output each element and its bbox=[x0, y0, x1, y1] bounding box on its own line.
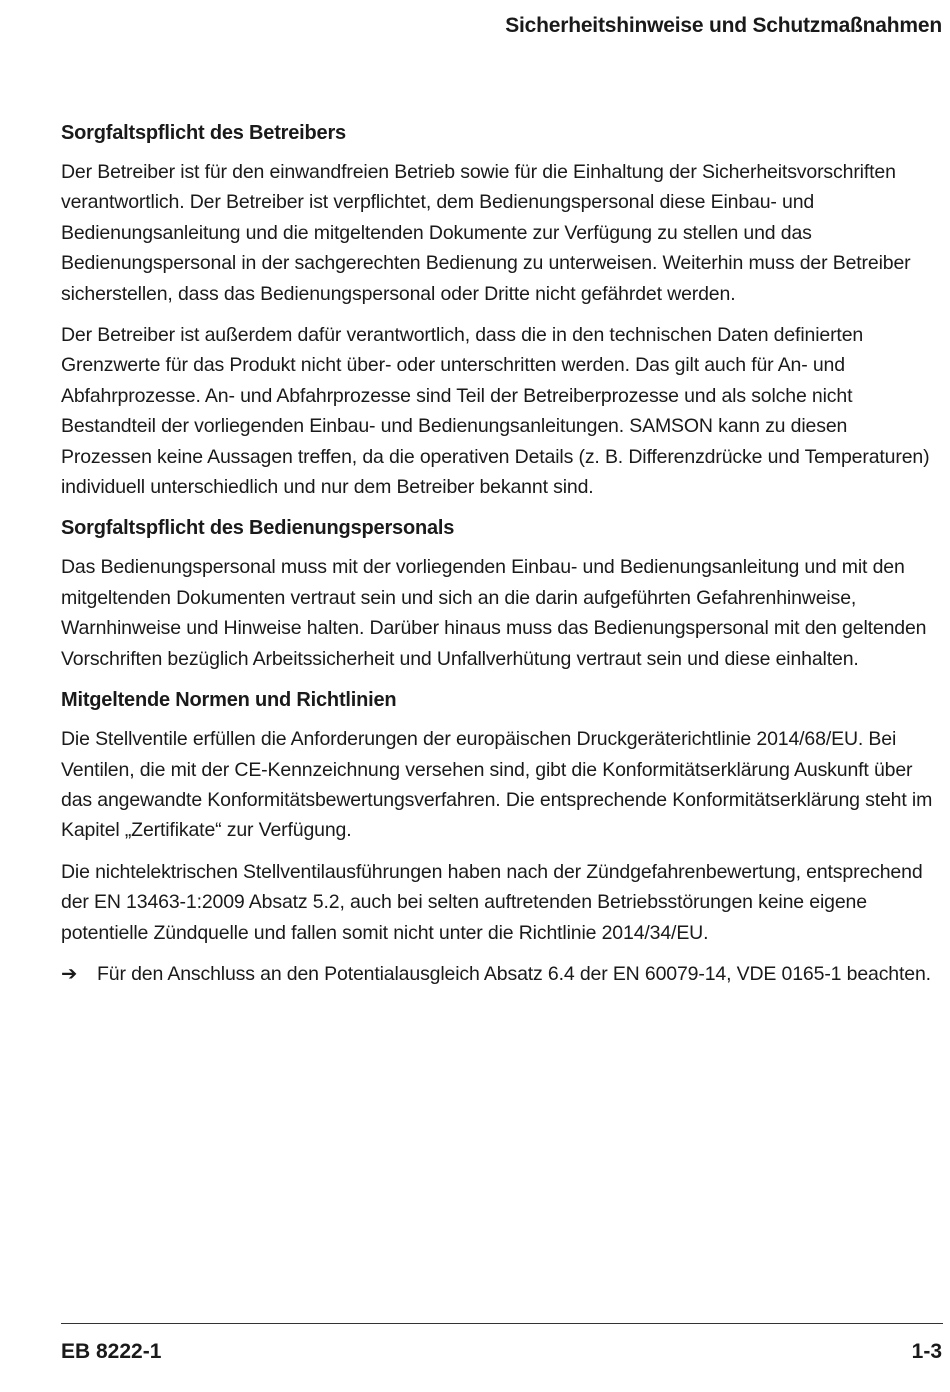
section-heading: Sorgfaltspflicht des Bedienungspersonals bbox=[61, 517, 455, 540]
footer-divider bbox=[61, 1323, 943, 1324]
section-heading: Mitgeltende Normen und Richtlinien bbox=[61, 689, 397, 712]
document-id: EB 8222-1 bbox=[61, 1340, 162, 1363]
arrow-right-icon: ➔ bbox=[61, 962, 78, 985]
paragraph: Die Stellventile erfüllen die Anforderungen der europäischen Druckgeräterichtlinie 2014/68/EU. Bei Ventilen, die mit der CE-Kennzeichnung versehen sind, gibt die Konformitätserklärung Auskunft über das angewandte Konformitätsbewertungsverfahren. Die entsprechende Konformitätserklärung steht im Kapitel „Zertifikate“ zur Verfügung. bbox=[61, 728, 933, 842]
paragraph: Der Betreiber ist für den einwandfreien Betrieb sowie für die Einhaltung der Sicherheitsvorschriften verantwortlich. Der Betreiber ist verpflichtet, dem Bedienungspersonal diese Einbau- und Bedienungsanleitung und die mitgeltenden Dokumente zur Verfügung zu stellen und das Bedienungspersonal in der sachgerechten Bedienung zu unterweisen. Weiterhin muss der Betreiber sicherstellen, dass das Bedienungspersonal oder Dritte nicht gefährdet werden. bbox=[61, 161, 911, 305]
section-standards bbox=[61, 685, 943, 989]
running-head: Sicherheitshinweise und Schutzmaßnahmen bbox=[505, 14, 942, 37]
section-personnel-duty bbox=[61, 513, 943, 674]
paragraph: Die nichtelektrischen Stellventilausführungen haben nach der Zündgefahrenbewertung, entsprechend der EN 13463-1:2009 Absatz 5.2, auch bei selten auftretenden Betriebsstörungen keine eigene potentielle Zündquelle und fallen somit nicht unter die Richtlinie 2014/34/EU. bbox=[61, 860, 923, 944]
page-number: 1-3 bbox=[911, 1340, 942, 1363]
page-body bbox=[61, 118, 943, 989]
section-heading: Sorgfaltspflicht des Betreibers bbox=[61, 122, 346, 144]
note-text: Für den Anschluss an den Potentialausgleich Absatz 6.4 der EN 60079-14, VDE 0165-1 beachten. bbox=[97, 962, 931, 985]
paragraph: Das Bedienungspersonal muss mit der vorliegenden Einbau- und Bedienungsanleitung und mit den mitgeltenden Dokumenten vertraut sein und sich an die darin aufgeführten Gefahrenhinweise, Warnhinweise und Hinweise halten. Darüber hinaus muss das Bedienungspersonal mit den geltenden Vorschriften bezüglich Arbeitssicherheit und Unfallverhütung vertraut sein und diese einhalten. bbox=[61, 556, 927, 670]
section-operator-duty bbox=[61, 118, 943, 502]
paragraph: Der Betreiber ist außerdem dafür verantwortlich, dass die in den technischen Daten definierten Grenzwerte für das Produkt nicht über- oder unterschritten werden. Das gilt auch für An- und Abfahrprozesse. An- und Abfahrprozesse sind Teil der Betreiberprozesse und als solche nicht Bestandteil der vorliegenden Einbau- und Bedienungsanleitungen. SAMSON kann zu diesen Prozessen keine Aussagen treffen, da die operativen Details (z. B. Differenzdrücke und Temperaturen) individuell unterschiedlich und nur dem Betreiber bekannt sind. bbox=[61, 324, 930, 499]
instruction-note bbox=[61, 959, 943, 989]
